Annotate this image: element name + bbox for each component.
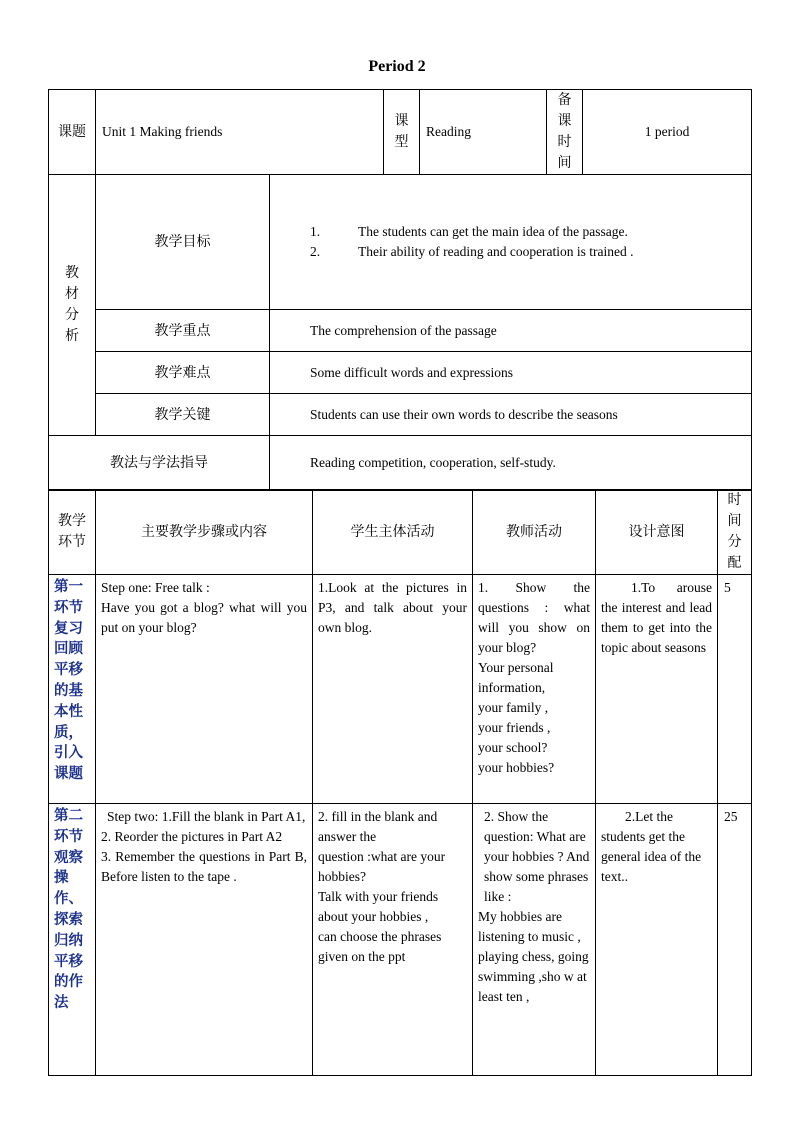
step-content <box>96 575 313 804</box>
type-label <box>384 90 420 175</box>
step-teacher-line: My hobbies are listening to music , playing chess, going swimming ,sho w at least ten , <box>478 909 589 1004</box>
method-value: Reading competition, cooperation, self-study. <box>270 436 752 491</box>
step-intent-line: 2.Let the students get the general idea of the text.. <box>601 809 702 884</box>
step-content-line: Step one: Free talk : <box>101 580 210 595</box>
step-content-line: 3. Remember the questions in Part B, Before listen to the tape . <box>101 849 307 884</box>
step-student-line: 1.Look at the pictures in P3, and talk about your own blog. <box>318 580 467 635</box>
student-header: 学生主体活动 <box>313 490 473 575</box>
step-student <box>313 575 473 804</box>
crux-label: 教学关键 <box>96 394 270 436</box>
step-time: 5 <box>718 575 752 804</box>
goal-num: 2. <box>310 244 321 259</box>
step-student-line: 2. fill in the blank and answer the <box>318 809 438 844</box>
time-label-text: 备课时间 <box>557 92 572 171</box>
step-stage-text: 第一环节复习回顾平移的基本性质，引入课题 <box>54 579 83 783</box>
step-intent-line: 1.To arouse the interest and lead them to get into the topic about seasons <box>601 580 712 655</box>
step-teacher <box>473 575 596 804</box>
analysis-group-label <box>49 175 96 436</box>
step-content-line: Step two: 1.Fill the blank in Part A1, <box>107 809 306 824</box>
stage-header-text: 教学环节 <box>58 513 86 550</box>
type-value: Reading <box>420 90 547 175</box>
step-content-line: 2. Reorder the pictures in Part A2 <box>101 829 283 844</box>
content-header: 主要教学步骤或内容 <box>96 490 313 575</box>
topic-label: 课题 <box>49 90 96 175</box>
goal-text: Their ability of reading and cooperation is trained . <box>358 244 634 259</box>
teacher-header: 教师活动 <box>473 490 596 575</box>
time-value: 1 period <box>583 90 752 175</box>
type-label-text: 课型 <box>394 113 409 150</box>
topic-value: Unit 1 Making friends <box>96 90 384 175</box>
step-teacher-line: 1. Show the questions : what will you show on your blog? <box>478 580 590 655</box>
page-title: Period 2 <box>368 58 426 75</box>
analysis-group-text: 教材分析 <box>65 265 79 344</box>
time-label <box>547 90 583 175</box>
method-label: 教法与学法指导 <box>49 436 270 491</box>
step-intent <box>596 575 718 804</box>
step-student-line: question :what are your hobbies? <box>318 849 446 884</box>
difficult-label: 教学难点 <box>96 352 270 394</box>
step-teacher-line: your hobbies? <box>478 760 555 775</box>
key-label: 教学重点 <box>96 310 270 352</box>
time-header <box>718 490 752 575</box>
intent-header: 设计意图 <box>596 490 718 575</box>
step-content <box>96 804 313 1076</box>
goals-cell <box>270 175 752 310</box>
step-teacher-line: your family , <box>478 700 549 715</box>
step-teacher-line: Your personal information, <box>478 660 554 695</box>
step-stage <box>49 804 96 1076</box>
goals-label: 教学目标 <box>96 175 270 310</box>
step-stage-text: 第二环节观察操作、探索归纳平移的作法 <box>54 808 83 1012</box>
difficult-value: Some difficult words and expressions <box>270 352 752 394</box>
key-value: The comprehension of the passage <box>270 310 752 352</box>
lesson-info-table <box>48 89 752 491</box>
step-student-line: can choose the phrases given on the ppt <box>318 929 442 964</box>
goal-text: The students can get the main idea of the passage. <box>358 224 628 239</box>
goals-list <box>310 222 751 262</box>
goal-num: 1. <box>310 224 321 239</box>
crux-value: Students can use their own words to describe the seasons <box>270 394 752 436</box>
step-student-line: Talk with your friends about your hobbies , <box>318 889 439 924</box>
step-time: 25 <box>718 804 752 1076</box>
goal-item <box>310 242 751 262</box>
teaching-steps-table <box>48 489 752 1076</box>
stage-header <box>49 490 96 575</box>
step-student <box>313 804 473 1076</box>
step-stage <box>49 575 96 804</box>
step-intent <box>596 804 718 1076</box>
goal-item <box>310 222 751 242</box>
step-teacher-line: your friends , <box>478 720 551 735</box>
step-content-line: Have you got a blog? what will you put on your blog? <box>101 600 307 635</box>
step-teacher <box>473 804 596 1076</box>
step-teacher-line: your school? <box>478 740 548 755</box>
step-teacher-line: 2. Show the question: What are your hobbies ? And show some phrases like : <box>484 809 590 904</box>
time-header-text: 时间分配 <box>727 492 742 571</box>
